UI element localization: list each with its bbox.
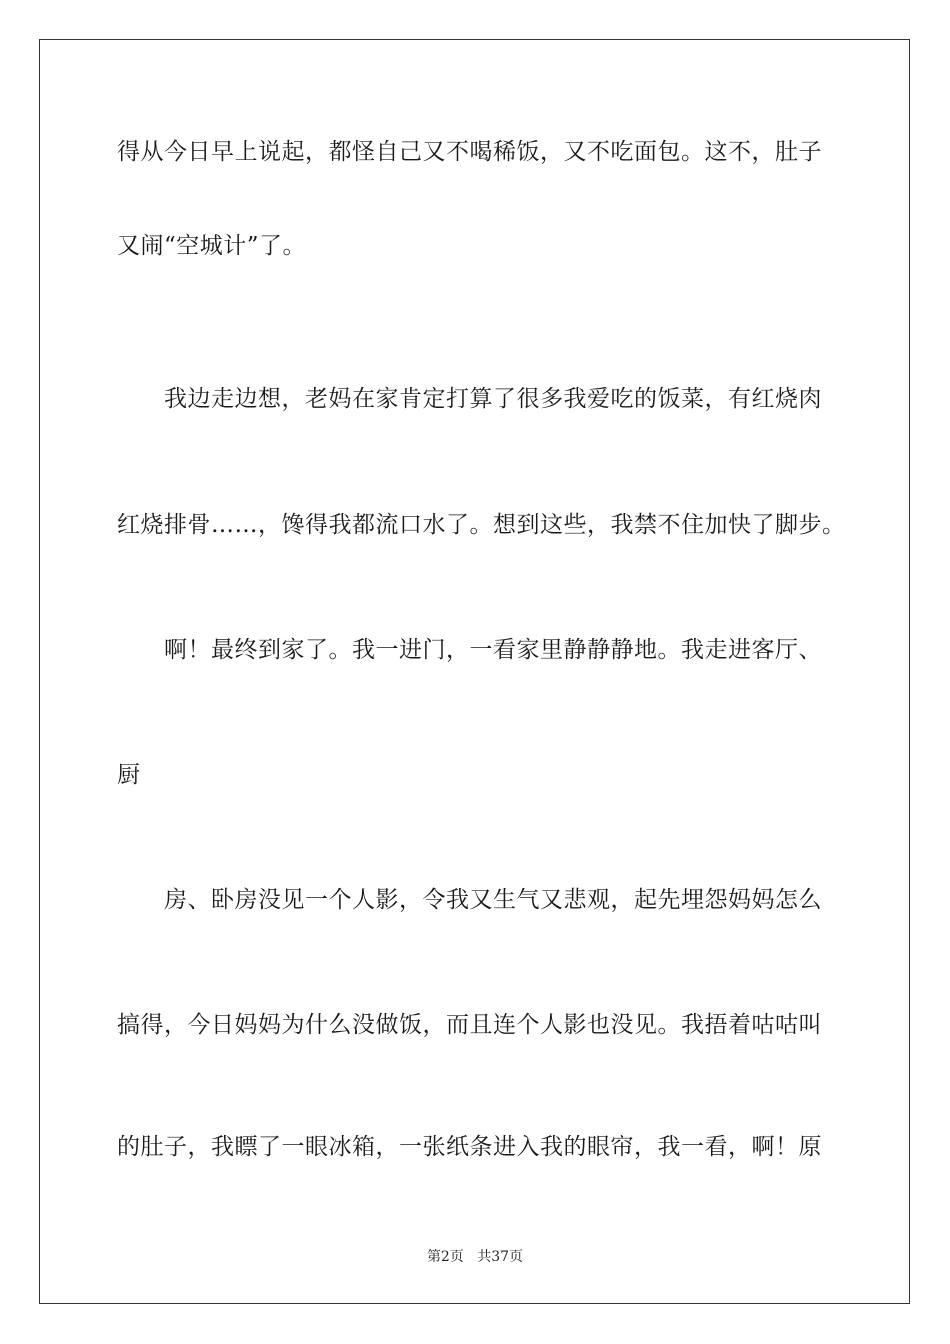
text-line-9: 的肚子，我瞟了一眼冰箱，一张纸条进入我的眼帘，我一看，啊！原 xyxy=(117,1134,822,1160)
text-line-2: 又闹“空城计”了。 xyxy=(117,233,307,259)
page-border xyxy=(39,39,910,1304)
text-line-6: 厨 xyxy=(117,762,141,788)
text-line-4: 红烧排骨……，馋得我都流口水了。想到这些，我禁不住加快了脚步。 xyxy=(117,512,846,538)
text-line-5: 啊！最终到家了。我一进门，一看家里静静静地。我走进客厅、 xyxy=(117,637,822,663)
page-footer xyxy=(0,1248,950,1266)
text-line-3: 我边走边想，老妈在家肯定打算了很多我爱吃的饭菜，有红烧肉 xyxy=(117,386,822,412)
page-total: 共37页 xyxy=(477,1249,524,1265)
text-line-1: 得从今日早上说起，都怪自己又不喝稀饭，又不吃面包。这不，肚子 xyxy=(117,139,822,165)
text-line-8: 搞得，今日妈妈为什么没做饭，而且连个人影也没见。我捂着咕咕叫 xyxy=(117,1012,822,1038)
page-number: 第2页 xyxy=(426,1249,464,1265)
text-line-7: 房、卧房没见一个人影，令我又生气又悲观，起先埋怨妈妈怎么 xyxy=(117,887,822,913)
